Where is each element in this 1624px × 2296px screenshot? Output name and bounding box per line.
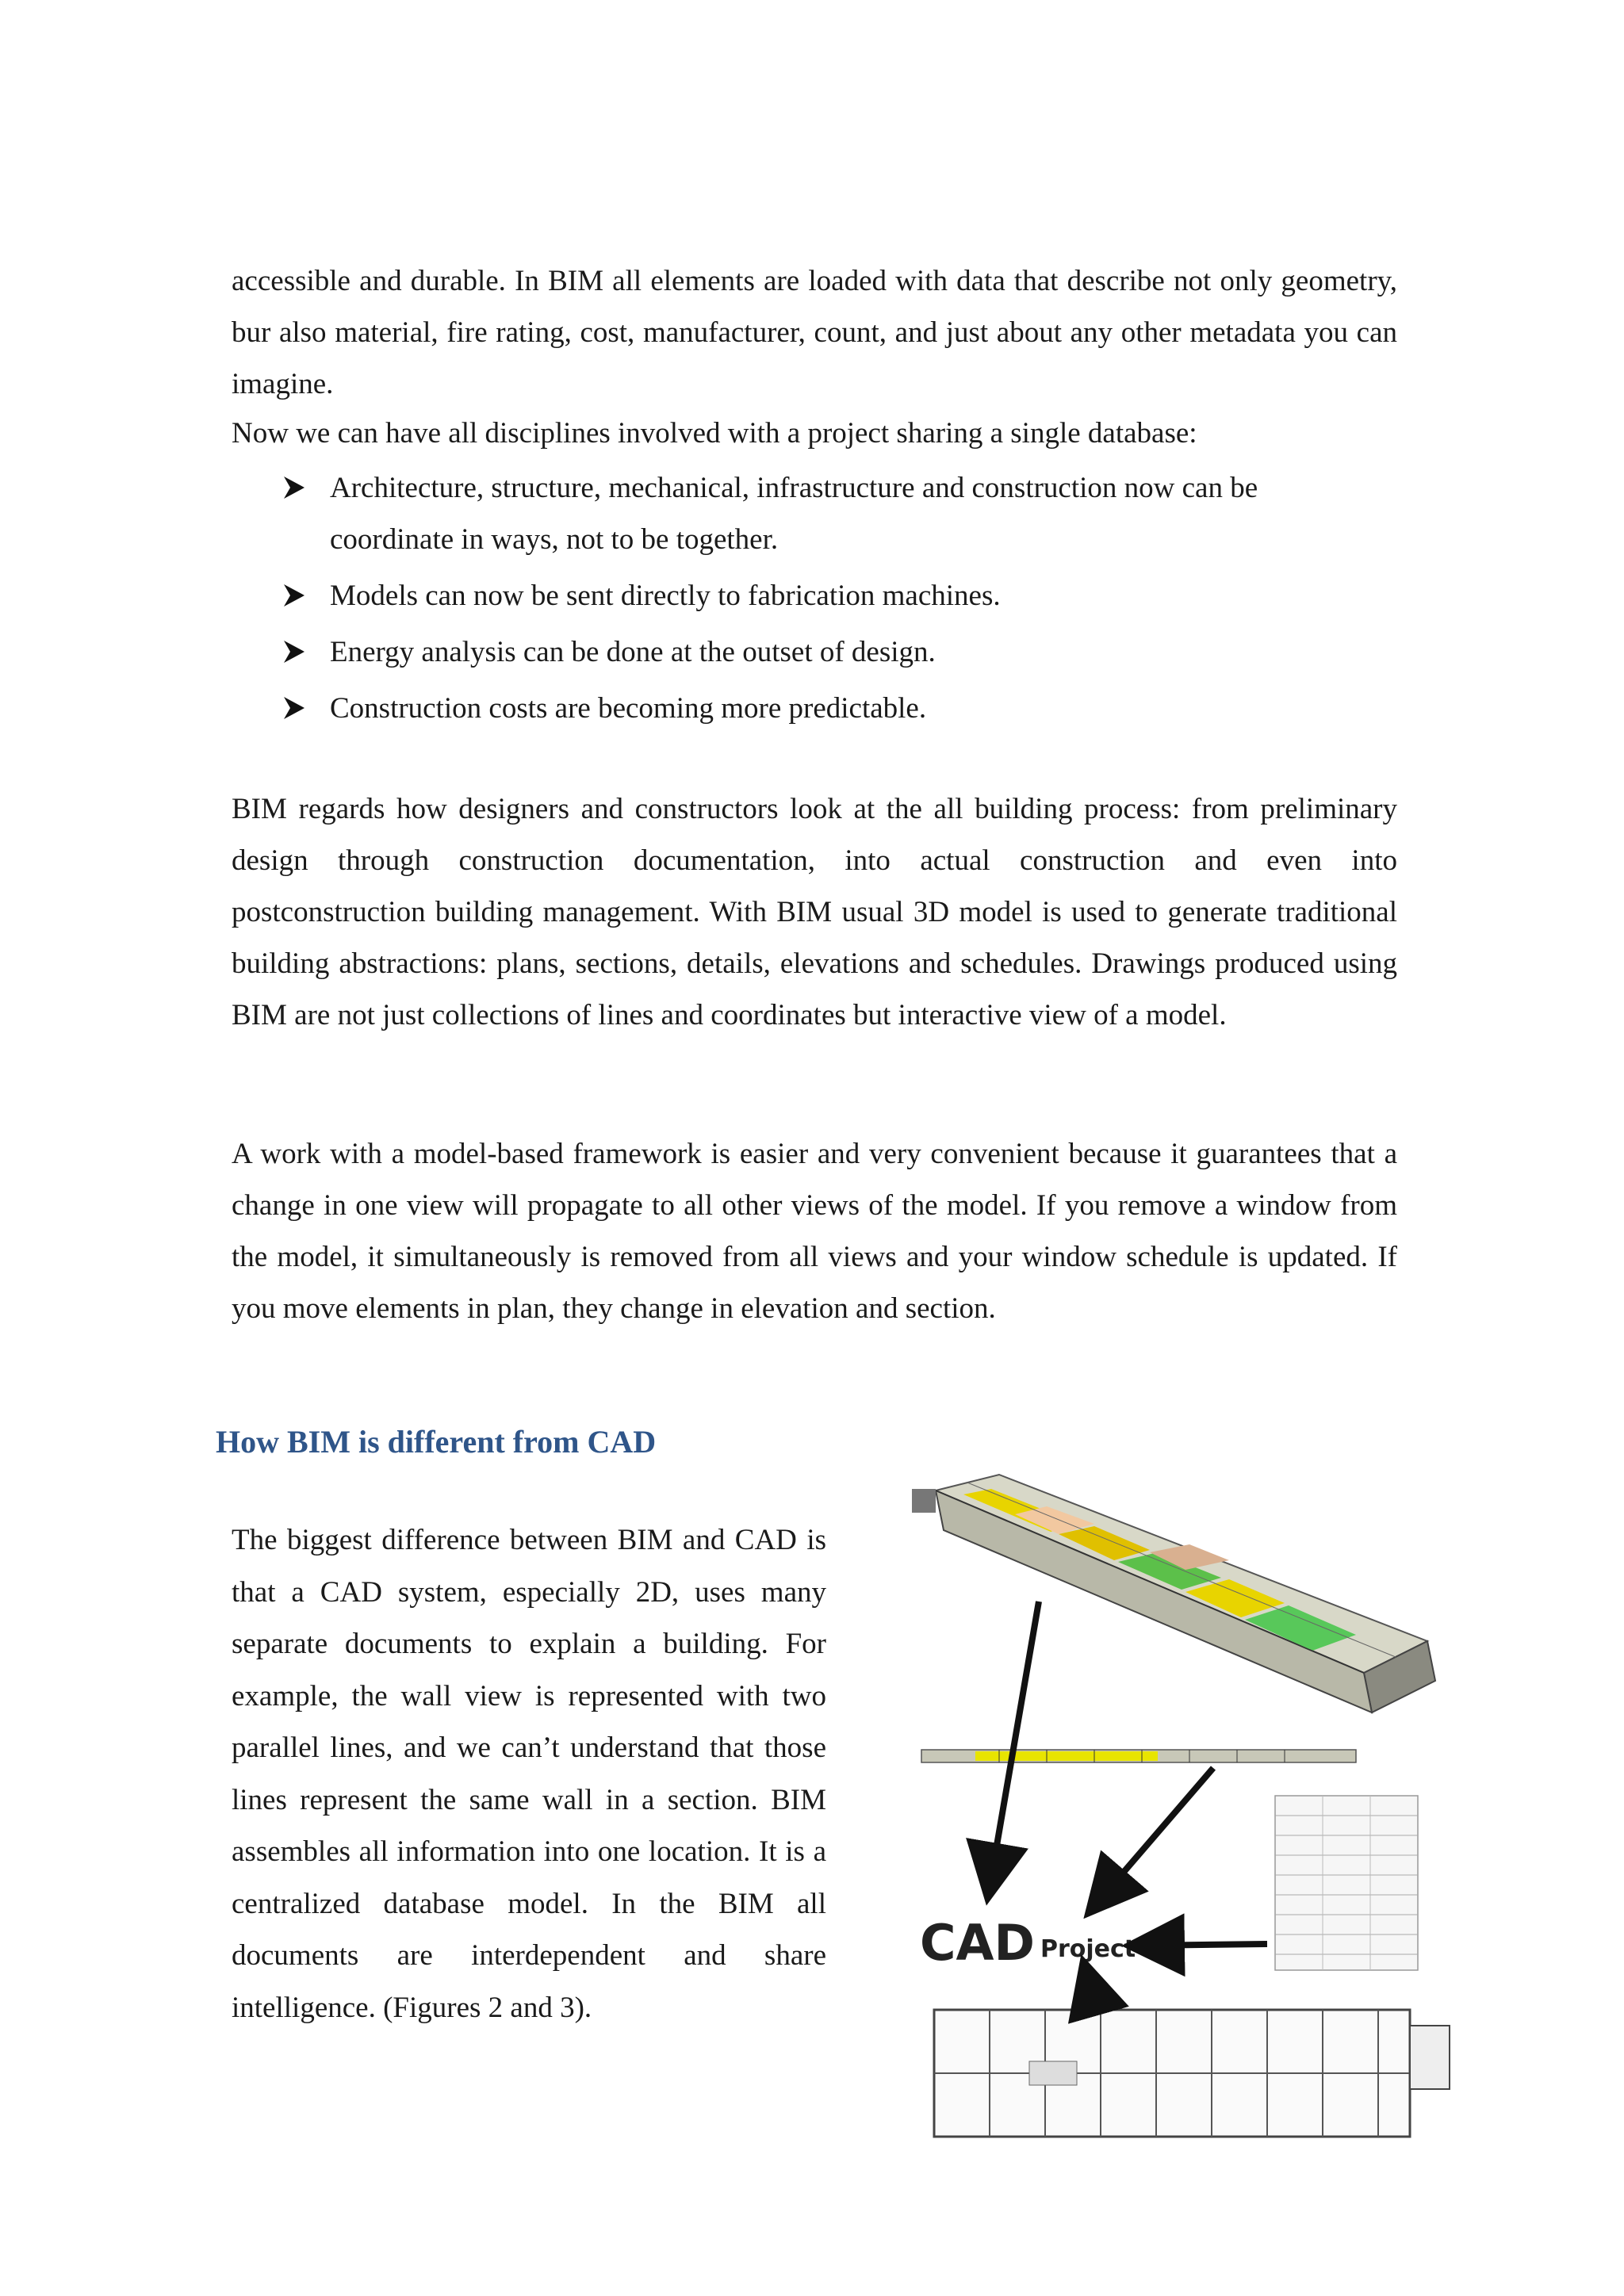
arrow-elevation-to-project <box>1096 1768 1213 1904</box>
bim-cad-figure <box>888 1459 1491 2156</box>
section-heading: How BIM is different from CAD <box>216 1424 657 1460</box>
elevation-strip <box>921 1750 1356 1762</box>
bullet-text: Models can now be sent directly to fabrication machines. <box>330 580 1001 612</box>
bullet-text: Construction costs are becoming more predictable. <box>330 692 927 725</box>
bullet-list <box>281 462 1312 734</box>
arrow-bullet-icon <box>281 683 312 734</box>
building-3d-model <box>912 1475 1435 1712</box>
arrow-plan-to-project <box>1086 1973 1096 2006</box>
bullet-item <box>281 462 1312 565</box>
schedule-table <box>1275 1796 1418 1970</box>
arrow-bullet-icon <box>281 570 312 622</box>
intro-paragraph: accessible and durable. In BIM all elements are loaded with data that describe not only geometry, bur also material, fire rating, cost, manufacturer, count, and just about any other metadata you can imagine. <box>232 265 1397 400</box>
cad-label: CAD <box>920 1914 1035 1972</box>
arrow-bullet-icon <box>281 462 312 514</box>
bullet-item <box>281 626 1312 678</box>
project-label: Project <box>1040 1935 1136 1963</box>
bullet-item <box>281 570 1312 622</box>
model-based-paragraph: A work with a model-based framework is easier and very convenient because it guarantees that a change in one view will propagate to all other views of the model. If you remove a window from the model, it simultaneously is removed from all views and your window schedule is updated. If you move elements in plan, they change in elevation and section. <box>232 1138 1397 1325</box>
arrow-schedule-to-project <box>1140 1944 1267 1946</box>
bullet-text: Architecture, structure, mechanical, infrastructure and construction now can be coordinate in ways, not to be together. <box>330 472 1258 556</box>
lead-sentence: Now we can have all disciplines involved with a project sharing a single database: <box>232 417 1197 450</box>
floor-plan <box>934 2010 1450 2137</box>
bim-cad-diagram <box>888 1459 1491 2156</box>
bullet-item <box>281 683 1312 734</box>
bim-vs-cad-paragraph: The biggest difference between BIM and CAD is that a CAD system, especially 2D, uses many separate documents to explain a building. For example, the wall view is represented with two parallel lines, and we can’t understand that those lines represent the same wall in a section. BIM assembles all information into one location. It is a centralized database model. In the BIM all documents are interdependent and share intelligence. (Figures 2 and 3). <box>232 1524 826 2024</box>
arrow-model-to-cad <box>990 1601 1039 1887</box>
bim-regards-paragraph: BIM regards how designers and constructors look at the all building process: from preliminary design through construction documentation, into actual construction and even into postconstruction building management. With BIM usual 3D model is used to generate traditional building abstractions: plans, sections, details, elevations and schedules. Drawings produced using BIM are not just collections of lines and coordinates but interactive view of a model. <box>232 793 1397 1031</box>
arrow-bullet-icon <box>281 626 312 678</box>
bullet-text: Energy analysis can be done at the outset of design. <box>330 636 936 668</box>
